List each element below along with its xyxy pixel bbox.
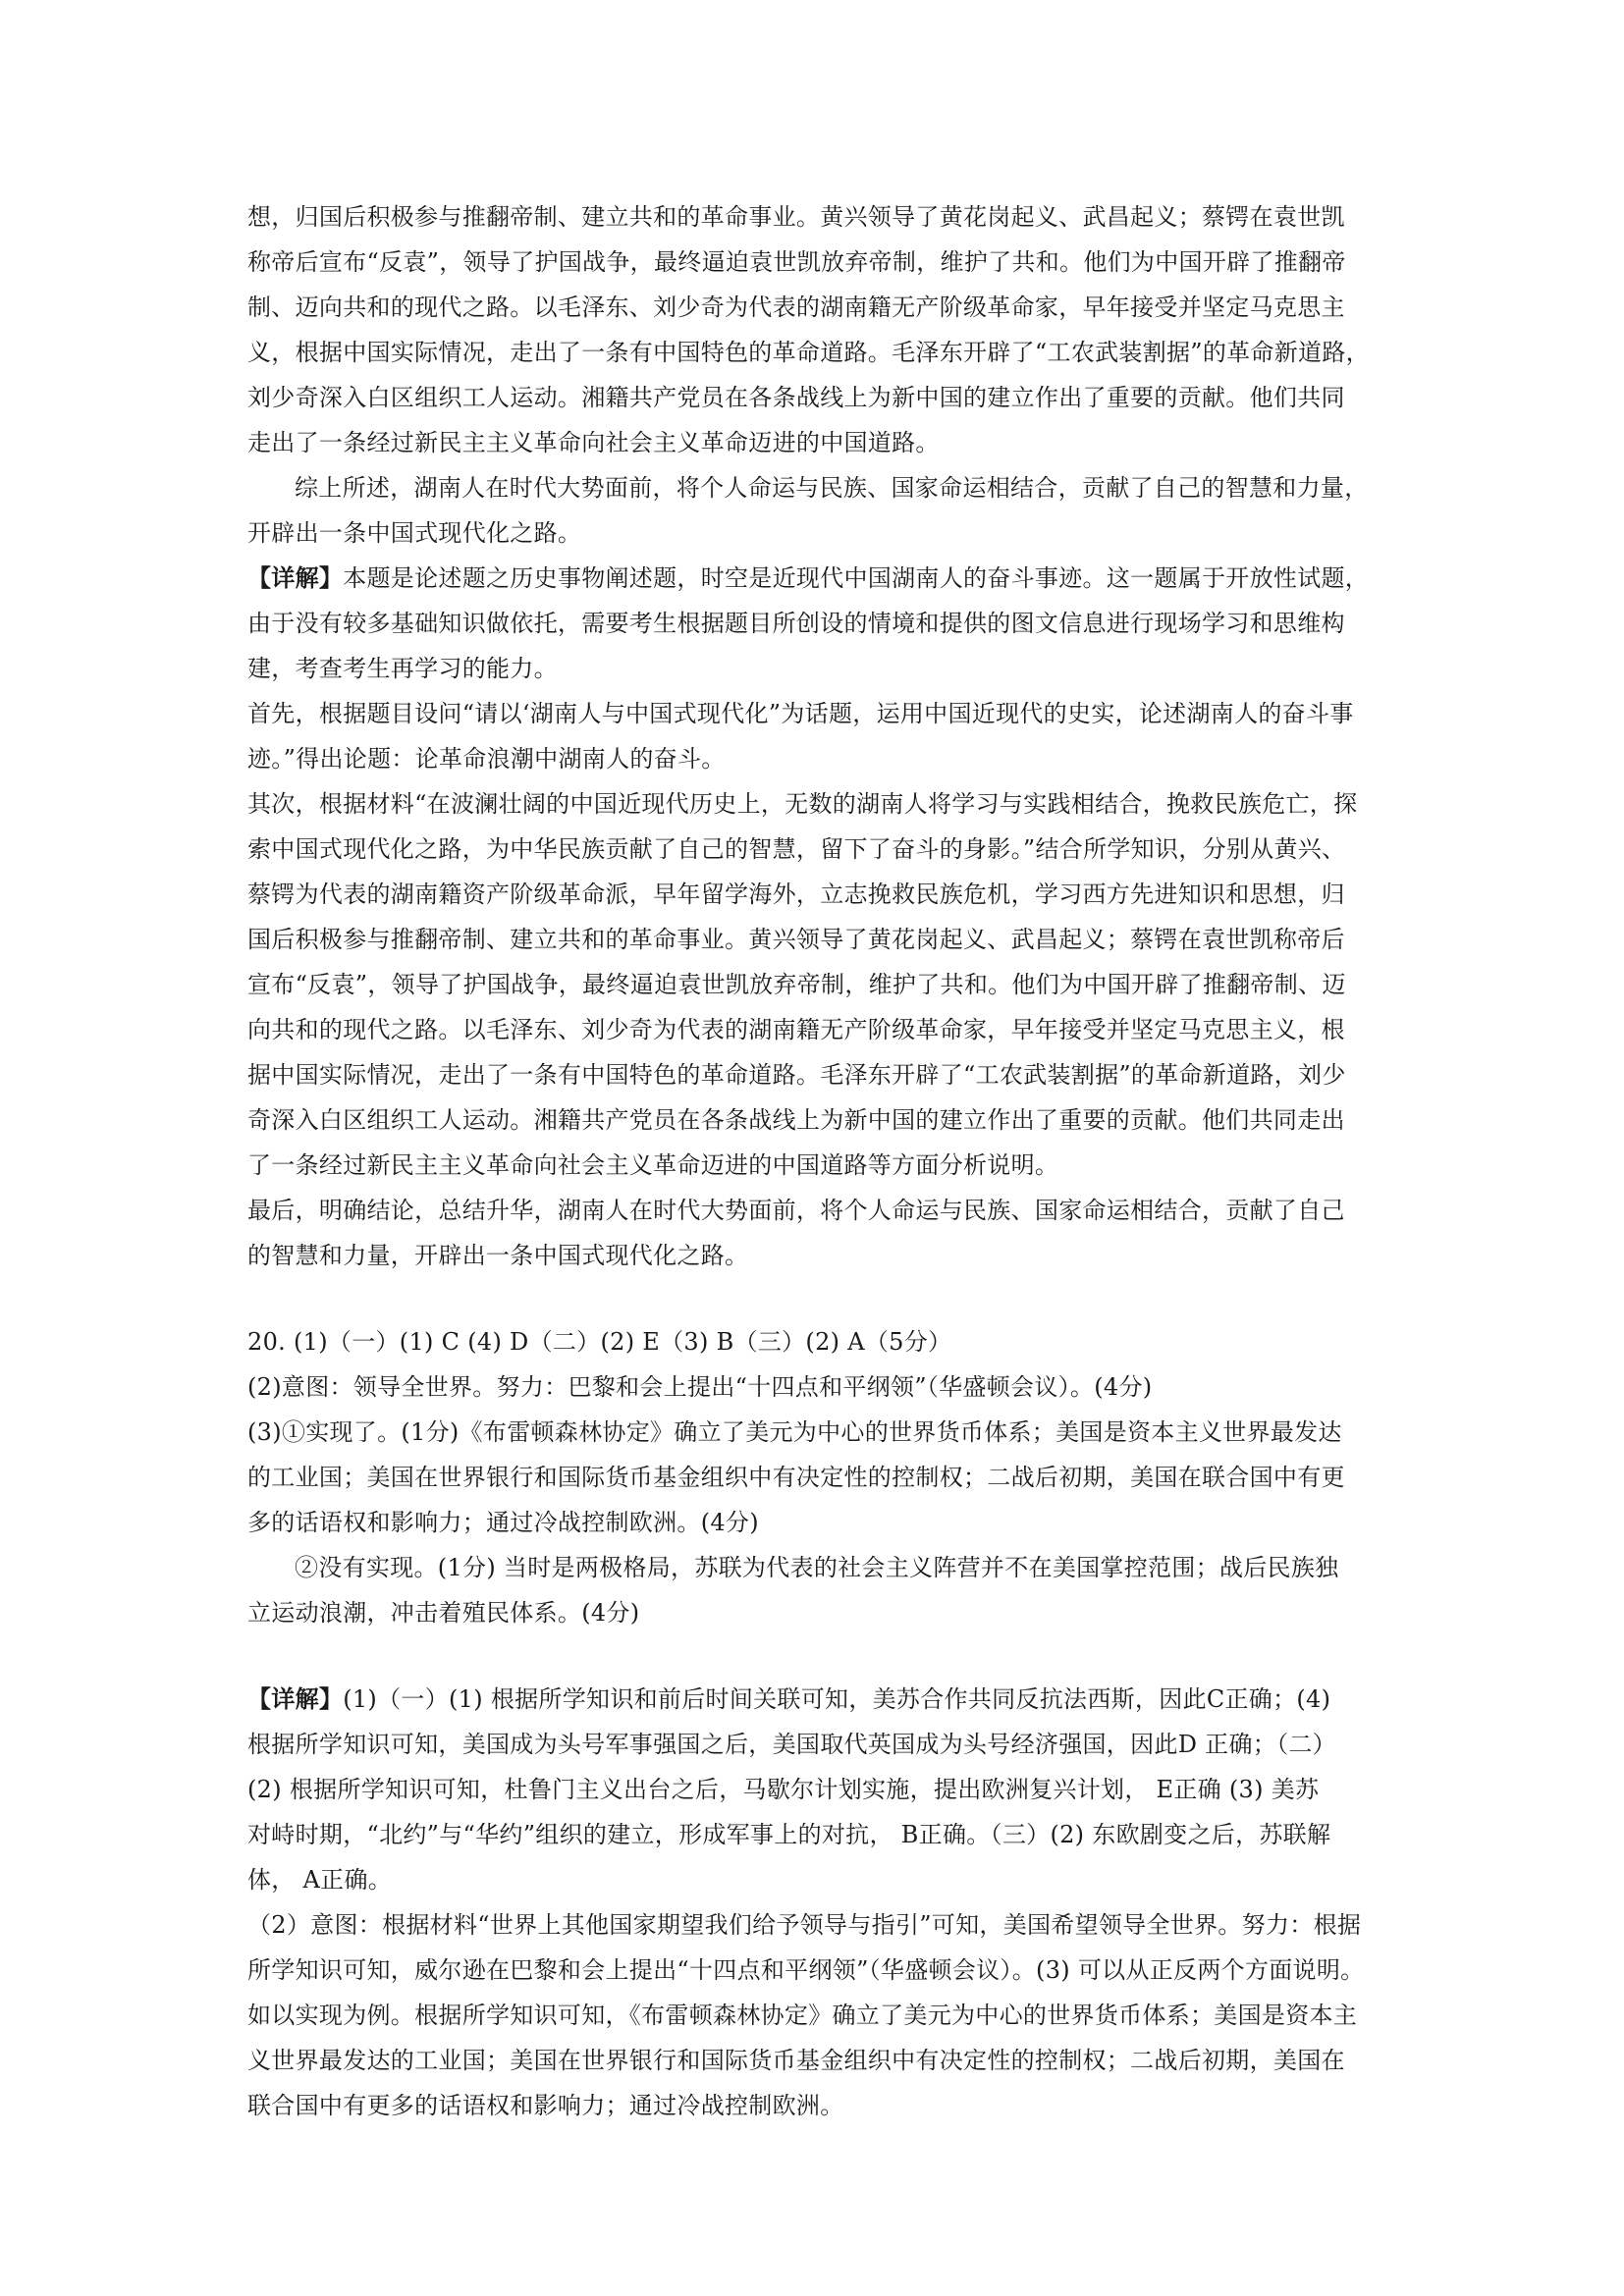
answer-line: (3)①实现了。(1分)《布雷顿森林协定》确立了美元为中心的世界货币体系；美国是资本主义世界最发达 bbox=[247, 1418, 1342, 1446]
detail-line: 迹。”得出论题：论革命浪潮中湖南人的奋斗。 bbox=[247, 745, 726, 773]
paragraph-line: 想，归国后积极参与推翻帝制、建立共和的革命事业。黄兴领导了黄花岗起义、武昌起义；蔡锷在袁世凯 bbox=[247, 203, 1345, 231]
answer-line: ②没有实现。(1分) 当时是两极格局，苏联为代表的社会主义阵营并不在美国掌控范围；战后民族独 bbox=[295, 1554, 1339, 1581]
detail-line: 首先，根据题目设问“请以‘湖南人与中国式现代化”为话题，运用中国近现代的史实，论述湖南人的奋斗事 bbox=[247, 700, 1354, 727]
detail-line bbox=[247, 1684, 1386, 1714]
detail-line: 最后，明确结论，总结升华，湖南人在时代大势面前，将个人命运与民族、国家命运相结合，贡献了自己 bbox=[247, 1197, 1345, 1224]
detail-label: 【详解】 bbox=[247, 563, 344, 592]
detail-line: 奇深入白区组织工人运动。湘籍共产党员在各条战线上为新中国的建立作出了重要的贡献。他们共同走出 bbox=[247, 1106, 1345, 1134]
answer-line: 立运动浪潮，冲击着殖民体系。(4分) bbox=[247, 1599, 640, 1627]
paragraph-line: 开辟出一条中国式现代化之路。 bbox=[247, 519, 582, 547]
answer-line: 的工业国；美国在世界银行和国际货币基金组织中有决定性的控制权；二战后初期，美国在联合国中有更 bbox=[247, 1464, 1345, 1491]
detail-line: 了一条经过新民主主义革命向社会主义革命迈进的中国道路等方面分析说明。 bbox=[247, 1151, 1059, 1179]
detail-line: 体， A正确。 bbox=[247, 1866, 393, 1894]
detail-line: 向共和的现代之路。以毛泽东、刘少奇为代表的湖南籍无产阶级革命家，早年接受并坚定马克思主义，根 bbox=[247, 1016, 1345, 1043]
detail-line: 如以实现为例。根据所学知识可知，《布雷顿森林协定》确立了美元为中心的世界货币体系；美国是资本主 bbox=[247, 2002, 1358, 2029]
detail-line: （2）意图：根据材料“世界上其他国家期望我们给予领导与指引”可知，美国希望领导全世界。努力：根据 bbox=[247, 1911, 1362, 1939]
paragraph-line: 综上所述，湖南人在时代大势面前，将个人命运与民族、国家命运相结合，贡献了自己的智慧和力量， bbox=[295, 474, 1369, 502]
detail-line: 索中国式现代化之路，为中华民族贡献了自己的智慧，留下了奋斗的身影。”结合所学知识，分别从黄兴、 bbox=[247, 835, 1346, 863]
detail-line: 所学知识可知，威尔逊在巴黎和会上提出“十四点和平纲领”（华盛顿会议）。(3) 可以从正反两个方面说明。 bbox=[247, 1956, 1365, 1984]
detail-line: 的智慧和力量，开辟出一条中国式现代化之路。 bbox=[247, 1242, 749, 1269]
paragraph-line: 刘少奇深入白区组织工人运动。湘籍共产党员在各条战线上为新中国的建立作出了重要的贡献。他们共同 bbox=[247, 384, 1345, 411]
detail-line: 义世界最发达的工业国；美国在世界银行和国际货币基金组织中有决定性的控制权；二战后初期，美国在 bbox=[247, 2047, 1345, 2074]
detail-line: 建，考查考生再学习的能力。 bbox=[247, 655, 558, 682]
detail-line: 宣布“反袁”，领导了护国战争，最终逼迫袁世凯放弃帝制，维护了共和。他们为中国开辟了推翻帝制、迈 bbox=[247, 971, 1346, 998]
answer-line: 多的话语权和影响力；通过冷战控制欧洲。(4分) bbox=[247, 1509, 759, 1536]
paragraph-line: 走出了一条经过新民主主义革命向社会主义革命迈进的中国道路。 bbox=[247, 429, 940, 456]
detail-line: 据中国实际情况，走出了一条有中国特色的革命道路。毛泽东开辟了“工农武装割据”的革命新道路，刘少 bbox=[247, 1061, 1346, 1089]
detail-line: 由于没有较多基础知识做依托，需要考生根据题目所创设的情境和提供的图文信息进行现场学习和思维构 bbox=[247, 610, 1345, 637]
detail-text: 本题是论述题之历史事物阐述题，时空是近现代中国湖南人的奋斗事迹。这一题属于开放性试题， bbox=[343, 564, 1370, 592]
answer-line: 20. (1)（一）(1) C (4) D（二）(2) E（3) B（三）(2) A（5分） bbox=[247, 1328, 952, 1356]
paragraph-line: 制、迈向共和的现代之路。以毛泽东、刘少奇为代表的湖南籍无产阶级革命家，早年接受并坚定马克思主 bbox=[247, 294, 1345, 321]
detail-line: 其次，根据材料“在波澜壮阔的中国近现代历史上，无数的湖南人将学习与实践相结合，挽救民族危亡，探 bbox=[247, 790, 1358, 818]
detail-line: 联合国中有更多的话语权和影响力；通过冷战控制欧洲。 bbox=[247, 2092, 844, 2119]
detail-label: 【详解】 bbox=[247, 1684, 344, 1713]
detail-line bbox=[247, 563, 1386, 593]
detail-text: (1)（一）(1) 根据所学知识和前后时间关联可知，美苏合作共同反抗法西斯，因此C正确；(4) bbox=[343, 1685, 1331, 1713]
answer-line: (2)意图：领导全世界。努力：巴黎和会上提出“十四点和平纲领”（华盛顿会议）。(4分) bbox=[247, 1373, 1153, 1401]
detail-line: 国后积极参与推翻帝制、建立共和的革命事业。黄兴领导了黄花岗起义、武昌起义；蔡锷在袁世凯称帝后 bbox=[247, 926, 1345, 953]
detail-line: 根据所学知识可知，美国成为头号军事强国之后，美国取代英国成为头号经济强国，因此D 正确；（二） bbox=[247, 1731, 1336, 1758]
detail-line: 对峙时期，“北约”与“华约”组织的建立，形成军事上的对抗， B正确。（三）(2) 东欧剧变之后，苏联解 bbox=[247, 1821, 1331, 1848]
detail-line: 蔡锷为代表的湖南籍资产阶级革命派，早年留学海外，立志挽救民族危机，学习西方先进知识和思想，归 bbox=[247, 881, 1345, 908]
paragraph-line: 称帝后宣布“反袁”，领导了护国战争，最终逼迫袁世凯放弃帝制，维护了共和。他们为中国开辟了推翻帝 bbox=[247, 248, 1346, 276]
detail-line: (2) 根据所学知识可知，杜鲁门主义出台之后，马歇尔计划实施，提出欧洲复兴计划， E正确 (3) 美苏 bbox=[247, 1776, 1320, 1803]
paragraph-line: 义，根据中国实际情况，走出了一条有中国特色的革命道路。毛泽东开辟了“工农武装割据”的革命新道路， bbox=[247, 339, 1370, 366]
